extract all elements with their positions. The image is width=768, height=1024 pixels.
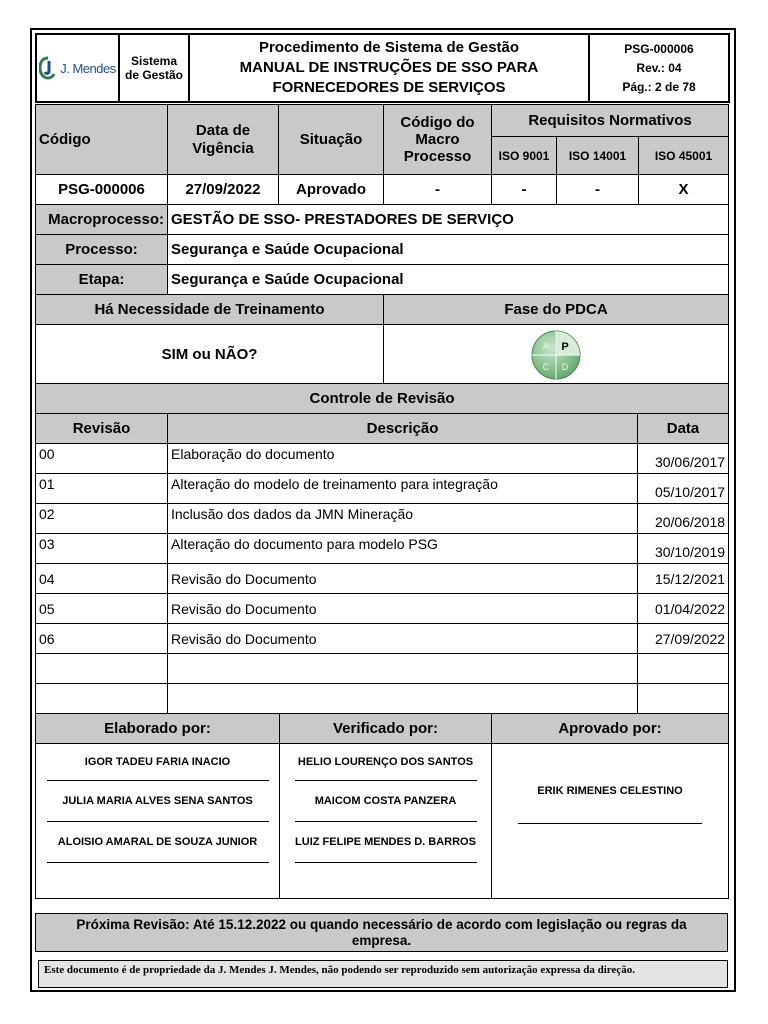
table-row xyxy=(36,624,729,654)
title-cell xyxy=(189,34,589,102)
macroprocess-label: Macroprocesso: xyxy=(36,205,168,235)
pdca-cell xyxy=(384,325,729,385)
verified-by-label: Verificado por: xyxy=(280,714,492,744)
iso14001-value: - xyxy=(557,175,639,205)
system-label: Sistema de Gestão xyxy=(124,54,184,82)
col-macro-code-header: Código do Macro Processo xyxy=(384,105,492,175)
revision-description: Revisão do Documento xyxy=(168,564,638,594)
signatory-name: HELIO LOURENÇO DOS SANTOS xyxy=(297,756,474,768)
status-value: Aprovado xyxy=(279,175,384,205)
revision-description: Revisão do Documento xyxy=(168,594,638,624)
document-header xyxy=(35,33,730,103)
col-date-rev-header: Data xyxy=(638,414,729,444)
col-date-header: Data de Vigência xyxy=(168,105,279,175)
macro-code-value: - xyxy=(384,175,492,205)
revision-number: 00 xyxy=(36,444,168,474)
revision-control-title: Controle de Revisão xyxy=(36,384,729,414)
system-label-cell xyxy=(119,34,189,102)
signatory-name: ALOISIO AMARAL DE SOUZA JUNIOR xyxy=(57,836,258,848)
signatory-name: IGOR TADEU FARIA INACIO xyxy=(84,756,231,768)
j-mendes-logo-icon xyxy=(39,56,57,80)
col-code-header: Código xyxy=(36,105,168,175)
revision-number: 05 xyxy=(36,594,168,624)
revision-date: 15/12/2021 xyxy=(638,564,729,594)
approvals-table xyxy=(35,713,729,899)
revision-date: 01/04/2022 xyxy=(638,594,729,624)
table-row xyxy=(36,534,729,564)
signatory-name: LUIZ FELIPE MENDES D. BARROS xyxy=(295,836,476,848)
process-value: Segurança e Saúde Ocupacional xyxy=(168,235,729,265)
revision-date: 27/09/2022 xyxy=(638,624,729,654)
ownership-footer: Este documento é de propriedade da J. Mendes J. Mendes, não podendo ser reproduzido sem autorização expressa da direção. xyxy=(38,960,728,988)
pdca-letter-d: D xyxy=(561,361,569,372)
macroprocess-value: GESTÃO DE SSO- PRESTADORES DE SERVIÇO xyxy=(168,205,729,235)
doc-code: PSG-000006 xyxy=(624,41,694,56)
date-value: 27/09/2022 xyxy=(168,175,279,205)
title-line3: FORNECEDORES DE SERVIÇOS xyxy=(272,79,506,96)
revision-date: 30/10/2019 xyxy=(638,534,729,564)
training-label: Há Necessidade de Treinamento xyxy=(36,295,384,325)
pdca-letter-a: A xyxy=(542,340,550,351)
pdca-letter-c: C xyxy=(542,361,550,372)
revision-number: 04 xyxy=(36,564,168,594)
logo-text: J. Mendes xyxy=(60,60,116,76)
iso45001-value: X xyxy=(639,175,729,205)
pdca-label: Fase do PDCA xyxy=(384,295,729,325)
pdca-letter-p: P xyxy=(561,340,569,353)
revision-date: 05/10/2017 xyxy=(638,474,729,504)
signature-line xyxy=(518,823,702,824)
revision-number: 06 xyxy=(36,624,168,654)
revision-control-table xyxy=(35,383,729,714)
requirements-header: Requisitos Normativos xyxy=(492,105,729,137)
signatory-name: JULIA MARIA ALVES SENA SANTOS xyxy=(62,795,253,807)
iso9001-header: ISO 9001 xyxy=(492,137,557,175)
title-line1: Procedimento de Sistema de Gestão xyxy=(258,39,520,56)
revision-number: 02 xyxy=(36,504,168,534)
doc-page: Pág.: 2 de 78 xyxy=(622,79,696,94)
iso14001-header: ISO 14001 xyxy=(557,137,639,175)
table-row-empty xyxy=(36,654,729,684)
signatory-name: ERIK RIMENES CELESTINO xyxy=(537,785,683,797)
approved-by-label: Aprovado por: xyxy=(492,714,729,744)
signature-line xyxy=(47,862,269,863)
revision-date: 20/06/2018 xyxy=(638,504,729,534)
table-row xyxy=(36,444,729,474)
signature-line xyxy=(47,821,269,822)
verified-by-signatures xyxy=(280,744,492,899)
process-label: Processo: xyxy=(36,235,168,265)
table-row xyxy=(36,594,729,624)
code-value: PSG-000006 xyxy=(36,175,168,205)
next-revision-note: Próxima Revisão: Até 15.12.2022 ou quando necessário de acordo com legislação ou regras da empresa. xyxy=(36,914,728,952)
stage-value: Segurança e Saúde Ocupacional xyxy=(168,265,729,295)
revision-description: Alteração do modelo de treinamento para integração xyxy=(168,474,638,504)
doc-revision: Rev.: 04 xyxy=(636,60,682,75)
iso9001-value: - xyxy=(492,175,557,205)
revision-date: 30/06/2017 xyxy=(638,444,729,474)
revision-number: 03 xyxy=(36,534,168,564)
col-description-header: Descrição xyxy=(168,414,638,444)
revision-number: 01 xyxy=(36,474,168,504)
logo-cell xyxy=(36,34,119,102)
signatory-name: MAICOM COSTA PANZERA xyxy=(314,795,457,807)
table-row xyxy=(36,564,729,594)
title-line2: MANUAL DE INSTRUÇÕES DE SSO PARA xyxy=(239,59,539,76)
prepared-by-label: Elaborado por: xyxy=(36,714,280,744)
approved-by-signatures xyxy=(492,744,729,899)
iso45001-header: ISO 45001 xyxy=(639,137,729,175)
signature-line xyxy=(295,821,477,822)
revision-description: Elaboração do documento xyxy=(168,444,638,474)
table-row xyxy=(36,504,729,534)
col-status-header: Situação xyxy=(279,105,384,175)
signature-line xyxy=(295,780,477,781)
prepared-by-signatures xyxy=(36,744,280,899)
info-table xyxy=(35,104,729,295)
revision-description: Alteração do documento para modelo PSG xyxy=(168,534,638,564)
stage-label: Etapa: xyxy=(36,265,168,295)
signature-line xyxy=(295,862,477,863)
table-row-empty xyxy=(36,684,729,714)
signature-line xyxy=(47,780,269,781)
revision-description: Inclusão dos dados da JMN Mineração xyxy=(168,504,638,534)
training-value: SIM ou NÃO? xyxy=(36,325,384,385)
training-table xyxy=(35,294,729,385)
next-revision-table xyxy=(35,913,728,952)
revision-description: Revisão do Documento xyxy=(168,624,638,654)
col-revision-header: Revisão xyxy=(36,414,168,444)
table-row xyxy=(36,474,729,504)
doc-meta-cell xyxy=(589,34,729,102)
pdca-cycle-icon xyxy=(530,329,582,381)
